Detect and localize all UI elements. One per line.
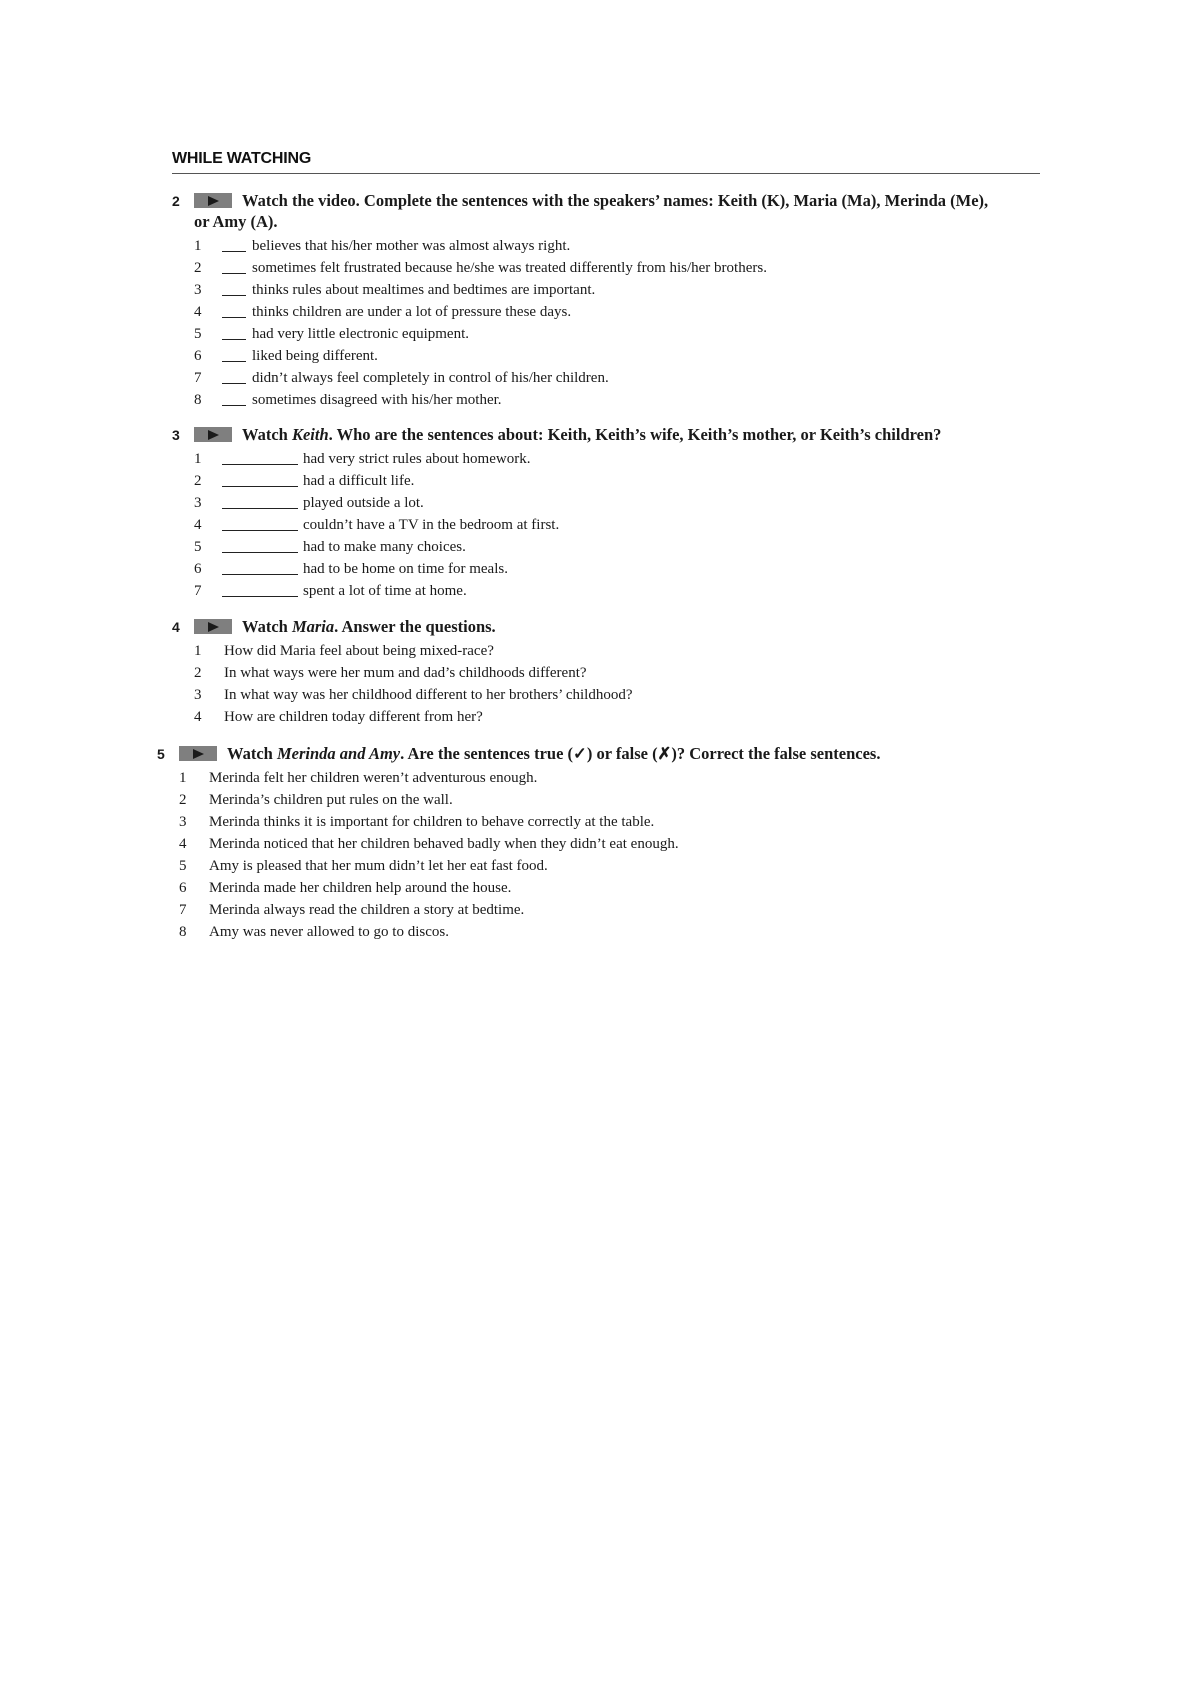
item-text: sometimes felt frustrated because he/she was treated differently from his/her brothers. [252,260,767,276]
answer-blank[interactable] [222,552,298,553]
item-number: 8 [179,924,187,940]
item-text: How are children today different from her? [224,709,483,725]
item-text: Merinda noticed that her children behaved badly when they didn’t eat enough. [209,836,679,852]
item-number: 7 [194,583,202,599]
item-text: Merinda made her children help around the house. [209,880,512,896]
item-text: had very little electronic equipment. [252,326,470,342]
section-title: WHILE WATCHING [172,150,312,167]
item-text: had very strict rules about homework. [303,451,531,467]
item-number: 2 [194,473,202,489]
item-number: 1 [194,643,202,659]
item-number: 4 [179,836,187,852]
answer-blank[interactable] [222,574,298,575]
item-number: 2 [194,260,202,276]
exercise-instruction-cont: or Amy (A). [194,212,278,231]
item-number: 3 [179,814,187,830]
section-divider [172,173,1040,174]
item-number: 4 [194,709,202,725]
exercise-number: 3 [172,427,180,443]
instruction-speaker: Keith [291,425,329,444]
item-text: had to make many choices. [303,539,466,555]
item-text: couldn’t have a TV in the bedroom at first. [303,517,560,533]
item-number: 3 [194,687,202,703]
answer-blank[interactable] [222,508,298,509]
exercise-instruction: Watch Merinda and Amy. Are the sentences true (✓) or false (✗)? Correct the false sentences. [227,744,881,763]
item-number: 8 [194,392,202,408]
exercise-instruction: Watch Keith. Who are the sentences about: Keith, Keith’s wife, Keith’s mother, or Keith’s children? [242,425,942,444]
item-text: How did Maria feel about being mixed-race? [224,643,494,659]
item-number: 2 [179,792,187,808]
exercise-number: 5 [157,746,165,762]
item-text: Amy is pleased that her mum didn’t let her eat fast food. [209,858,548,874]
item-number: 6 [194,561,202,577]
exercise-instruction: Watch Maria. Answer the questions. [242,617,496,636]
item-number: 6 [194,348,202,364]
item-text: Merinda’s children put rules on the wall. [209,792,453,808]
answer-blank[interactable] [222,530,298,531]
item-text: Merinda thinks it is important for children to behave correctly at the table. [209,814,655,830]
exercise-instruction: Watch the video. Complete the sentences with the speakers’ names: Keith (K), Maria (Ma), Merinda (Me), [242,191,989,210]
play-icon[interactable] [194,427,232,442]
item-text: liked being different. [252,348,378,364]
item-text: thinks children are under a lot of pressure these days. [252,304,572,320]
item-text: thinks rules about mealtimes and bedtimes are important. [252,282,596,298]
answer-blank[interactable] [222,295,246,296]
answer-blank[interactable] [222,405,246,406]
instruction-speaker: Maria [291,617,335,636]
answer-blank[interactable] [222,464,298,465]
item-text: believes that his/her mother was almost always right. [252,238,571,254]
answer-blank[interactable] [222,596,298,597]
answer-blank[interactable] [222,486,298,487]
item-text: didn’t always feel completely in control of his/her children. [252,370,609,386]
instruction-speaker: Merinda and Amy [276,744,401,763]
item-text: played outside a lot. [303,495,424,511]
item-number: 5 [194,326,202,342]
item-number: 3 [194,282,202,298]
item-number: 7 [194,370,202,386]
answer-blank[interactable] [222,361,246,362]
item-text: had to be home on time for meals. [303,561,508,577]
answer-blank[interactable] [222,339,246,340]
item-number: 5 [194,539,202,555]
exercise-number: 4 [172,619,180,635]
item-text: Amy was never allowed to go to discos. [209,924,449,940]
item-text: In what way was her childhood different to her brothers’ childhood? [224,687,633,703]
item-number: 3 [194,495,202,511]
item-text: Merinda always read the children a story at bedtime. [209,902,525,918]
item-number: 2 [194,665,202,681]
play-icon[interactable] [194,193,232,208]
answer-blank[interactable] [222,251,246,252]
item-number: 1 [194,238,202,254]
item-text: sometimes disagreed with his/her mother. [252,392,502,408]
answer-blank[interactable] [222,273,246,274]
item-text: In what ways were her mum and dad’s childhoods different? [224,665,587,681]
item-number: 6 [179,880,187,896]
play-icon[interactable] [194,619,232,634]
item-number: 1 [194,451,202,467]
item-number: 4 [194,517,202,533]
item-number: 7 [179,902,187,918]
answer-blank[interactable] [222,383,246,384]
exercise-number: 2 [172,193,180,209]
answer-blank[interactable] [222,317,246,318]
item-text: had a difficult life. [303,473,415,489]
item-text: spent a lot of time at home. [303,583,467,599]
play-icon[interactable] [179,746,217,761]
item-number: 5 [179,858,187,874]
item-number: 1 [179,770,187,786]
item-text: Merinda felt her children weren’t adventurous enough. [209,770,538,786]
item-number: 4 [194,304,202,320]
